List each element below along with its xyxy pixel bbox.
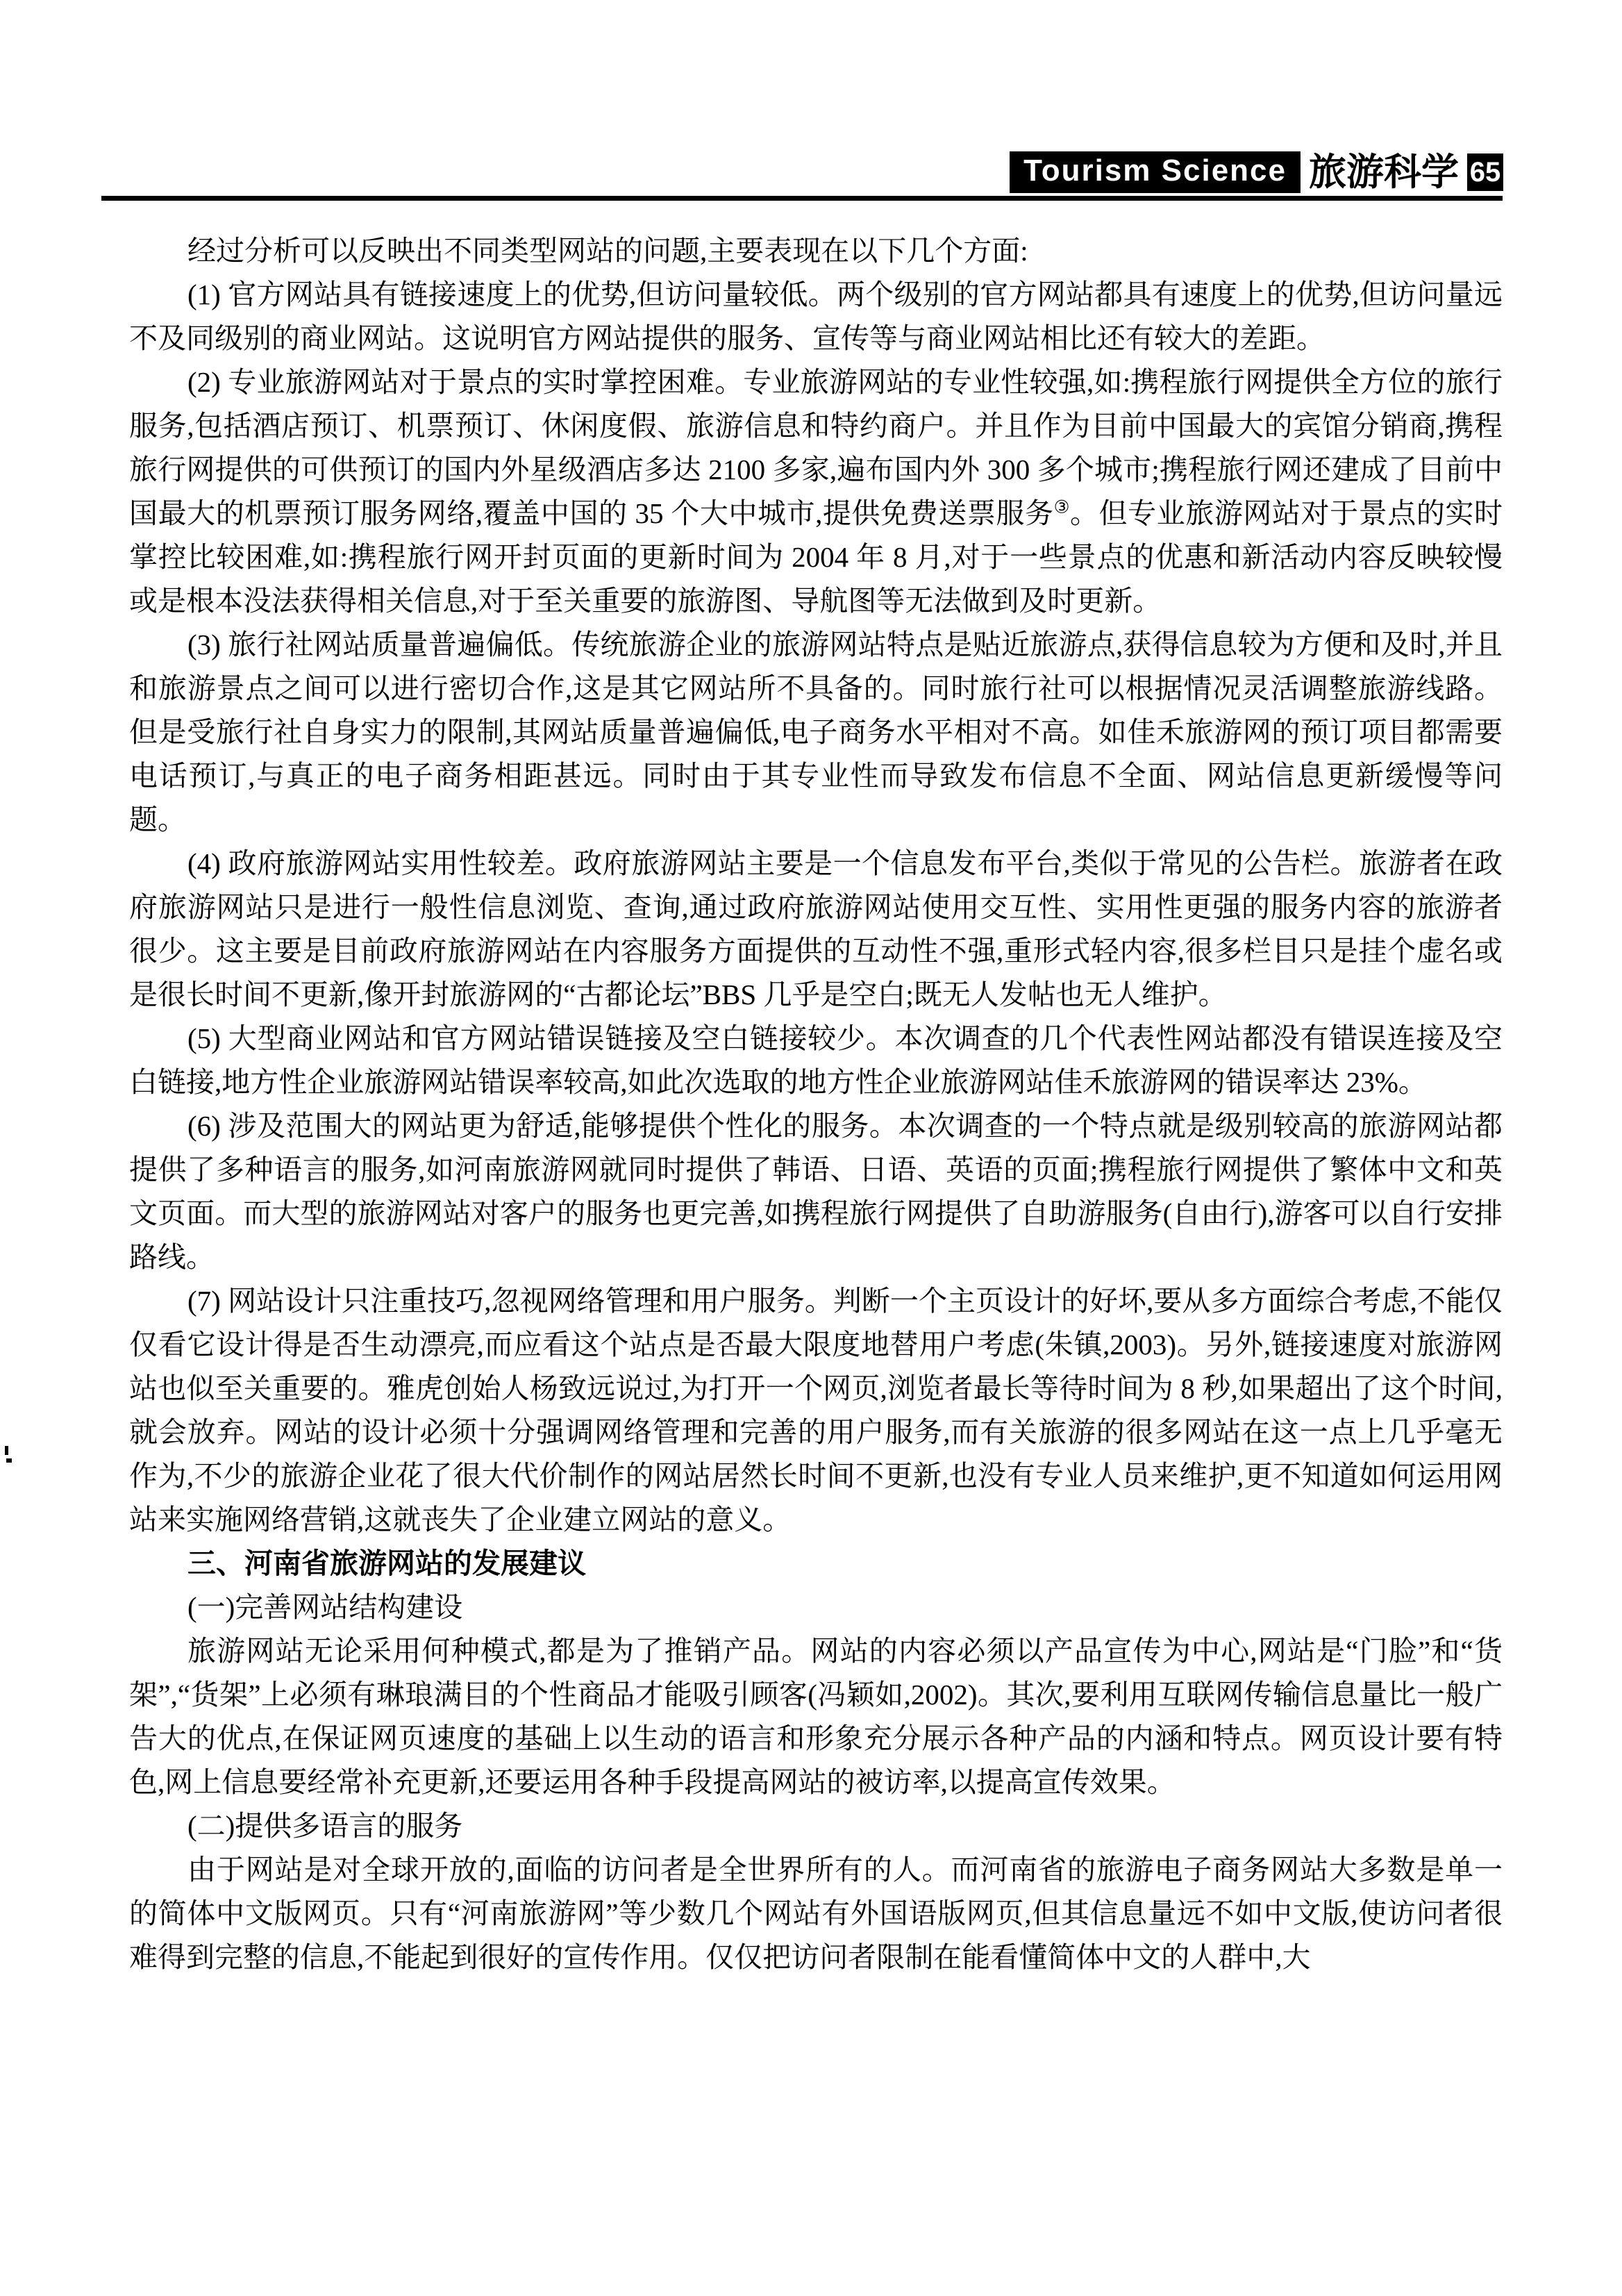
paragraph-intro: 经过分析可以反映出不同类型网站的问题,主要表现在以下几个方面: <box>187 235 1028 267</box>
journal-title-en: Tourism Science <box>1010 151 1301 193</box>
section-heading-3: 三、河南省旅游网站的发展建议 <box>187 1547 586 1579</box>
paragraph-item-5: (5) 大型商业网站和官方网站错误链接及空白链接较少。本次调查的几个代表性网站都没有错误连接及空白链接,地方性企业旅游网站错误率较高,如此次选取的地方性企业旅游网站佳禾旅游网的错误率达 23%。 <box>129 1022 1503 1098</box>
paragraph-structure-advice: 旅游网站无论采用何种模式,都是为了推销产品。网站的内容必须以产品宣传为中心,网站是“门脸”和“货架”,“货架”上必须有琳琅满目的个性商品才能吸引顾客(冯颖如,2002)。其次,要利用互联网传输信息量比一般广告大的优点,在保证网页速度的基础上以生动的语言和形象充分展示各种产品的内涵和特点。网页设计要有特色,网上信息要经常补充更新,还要运用各种手段提高网站的被访率,以提高宣传效果。 <box>129 1635 1503 1798</box>
paragraph-item-3: (3) 旅行社网站质量普遍偏低。传统旅游企业的旅游网站特点是贴近旅游点,获得信息较为方便和及时,并且和旅游景点之间可以进行密切合作,这是其它网站所不具备的。同时旅行社可以根据情况灵活调整旅游线路。但是受旅行社自身实力的限制,其网站质量普遍偏低,电子商务水平相对不高。如佳禾旅游网的预订项目都需要电话预订,与真正的电子商务相距甚远。同时由于其专业性而导致发布信息不全面、网站信息更新缓慢等问题。 <box>129 629 1503 835</box>
page-number-badge: 65 <box>1467 153 1503 191</box>
subsection-heading-2: (二)提供多语言的服务 <box>187 1810 463 1842</box>
paragraph-item-6: (6) 涉及范围大的网站更为舒适,能够提供个性化的服务。本次调查的一个特点就是级别较高的旅游网站都提供了多种语言的服务,如河南旅游网就同时提供了韩语、日语、英语的页面;携程旅行网提供了繁体中文和英文页面。而大型的旅游网站对客户的服务也更完善,如携程旅行网提供了自助游服务(自由行),游客可以自行安排路线。 <box>129 1110 1503 1273</box>
paragraph-multilanguage-advice: 由于网站是对全球开放的,面临的访问者是全世界所有的人。而河南省的旅游电子商务网站大多数是单一的简体中文版网页。只有“河南旅游网”等少数几个网站有外国语版网页,但其信息量远不如中文版,使访问者很难得到完整的信息,不能起到很好的宣传作用。仅仅把访问者限制在能看懂简体中文的人群中,大 <box>129 1854 1503 1973</box>
page-header <box>0 151 1503 193</box>
paragraph-item-1: (1) 官方网站具有链接速度上的优势,但访问量较低。两个级别的官方网站都具有速度上的优势,但访问量远不及同级别的商业网站。这说明官方网站提供的服务、宣传等与商业网站相比还有较大的差距。 <box>129 278 1503 354</box>
journal-title-zh: 旅游科学 <box>1309 151 1459 193</box>
footnote-marker-3: ③ <box>1053 497 1070 517</box>
scan-artifact <box>6 1458 12 1463</box>
scan-artifact <box>5 1446 8 1455</box>
paragraph-item-2-text-after: 。但专业旅游网站对于景点的实时掌控比较困难,如:携程旅行网开封页面的更新时间为 2004 年 8 月,对于一些景点的优惠和新活动内容反映较慢或是根本没法获得相关信息,对于至关重要的旅游图、导航图等无法做到及时更新。 <box>129 497 1503 617</box>
paragraph-item-2-text-before: (2) 专业旅游网站对于景点的实时掌控困难。专业旅游网站的专业性较强,如:携程旅行网提供全方位的旅行服务,包括酒店预订、机票预订、休闲度假、旅游信息和特约商户。并且作为目前中国最大的宾馆分销商,携程旅行网提供的可供预订的国内外星级酒店多达 2100 多家,遍布国内外 300 多个城市;携程旅行网还建成了目前中国最大的机票预订服务网络,覆盖中国的 35 个大中城市,提供免费送票服务 <box>129 366 1503 529</box>
paragraph-item-4: (4) 政府旅游网站实用性较差。政府旅游网站主要是一个信息发布平台,类似于常见的公告栏。旅游者在政府旅游网站只是进行一般性信息浏览、查询,通过政府旅游网站使用交互性、实用性更强的服务内容的旅游者很少。这主要是目前政府旅游网站在内容服务方面提供的互动性不强,重形式轻内容,很多栏目只是挂个虚名或是很长时间不更新,像开封旅游网的“古都论坛”BBS 几乎是空白;既无人发帖也无人维护。 <box>129 847 1503 1010</box>
header-rule <box>101 196 1503 201</box>
paragraph-item-2 <box>129 360 1503 623</box>
article-body <box>129 229 1503 1979</box>
paragraph-item-7: (7) 网站设计只注重技巧,忽视网络管理和用户服务。判断一个主页设计的好坏,要从多方面综合考虑,不能仅仅看它设计得是否生动漂亮,而应看这个站点是否最大限度地替用户考虑(朱镇,2003)。另外,链接速度对旅游网站也似至关重要的。雅虎创始人杨致远说过,为打开一个网页,浏览者最长等待时间为 8 秒,如果超出了这个时间,就会放弃。网站的设计必须十分强调网络管理和完善的用户服务,而有关旅游的很多网站在这一点上几乎毫无作为,不少的旅游企业花了很大代价制作的网站居然长时间不更新,也没有专业人员来维护,更不知道如何运用网站来实施网络营销,这就丧失了企业建立网站的意义。 <box>129 1285 1503 1536</box>
subsection-heading-1: (一)完善网站结构建设 <box>187 1591 463 1623</box>
